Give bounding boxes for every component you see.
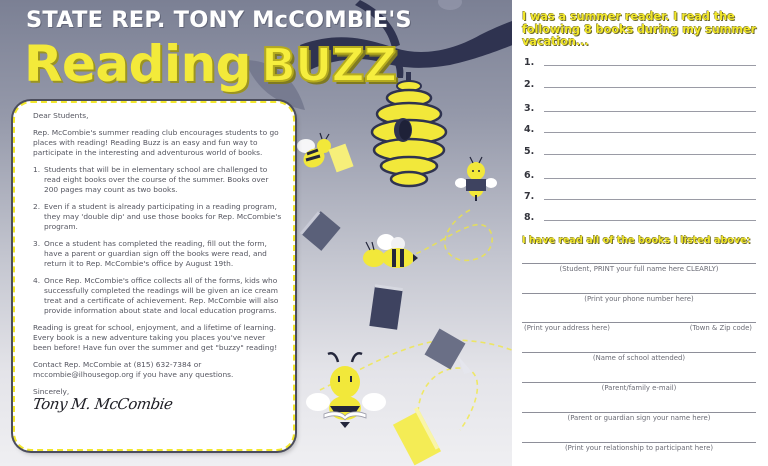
field-line[interactable] — [522, 263, 756, 264]
letter-closing-paragraph: Reading is great for school, enjoyment, and a lifetime of learning. Every book is a new adventure taking you places you've never been before! Have fun over the summer and get "buzzy" reading! — [33, 323, 278, 352]
book-icon — [300, 210, 342, 252]
reading-log-form — [512, 0, 768, 466]
book-entry-7[interactable] — [524, 191, 756, 205]
rules-list — [33, 165, 284, 316]
title-sponsor: STATE REP. TONY McCOMBIE'S — [26, 7, 412, 33]
book-title-line[interactable] — [544, 220, 756, 221]
bee-carrying-book-icon — [296, 128, 358, 183]
book-number: 1. — [524, 57, 535, 68]
address-field[interactable] — [522, 322, 756, 336]
beehive-icon — [368, 72, 450, 194]
rule-text: Once Rep. McCombie's office collects all of the forms, kids who successfully completed the readings will be given an ice cream treat and a certificate of achievement. Rep. McCombie will also provide information about state and local education programs. — [44, 276, 279, 315]
rule-item — [33, 165, 284, 195]
rule-text: Once a student has completed the reading, fill out the form, have a parent or guardian sign off the books were read, and return it to Rep. McCombie's office by August 19th. — [44, 239, 267, 268]
field-label: (Parent/family e-mail) — [601, 384, 677, 392]
field-label: (Name of school attended) — [592, 354, 686, 362]
rule-number: 1. — [33, 165, 41, 174]
book-title-line[interactable] — [544, 154, 756, 155]
relationship-field[interactable] — [522, 442, 756, 456]
book-entry-1[interactable] — [524, 57, 756, 71]
book-number: 7. — [524, 191, 535, 202]
certify-heading: I have read all of the books I listed above: — [522, 235, 751, 246]
field-label: (Student, PRINT your full name here CLEARLY) — [559, 265, 719, 273]
field-line[interactable] — [522, 322, 756, 323]
title-buzz: BUZZ — [260, 38, 397, 92]
book-number: 3. — [524, 103, 535, 114]
book-title-line[interactable] — [544, 65, 756, 66]
field-label: (Print your relationship to participant here) — [564, 444, 714, 452]
title-reading: Reading — [24, 35, 251, 93]
field-line[interactable] — [522, 442, 756, 443]
field-label: (Parent or guardian sign your name here) — [567, 414, 711, 422]
field-line[interactable] — [522, 382, 756, 383]
letter-intro: Rep. McCombie's summer reading club encourages students to go places with reading! Reading Buzz is an easy and fun way to participate in the interesting and adventurous world of books. — [33, 128, 279, 157]
email-field[interactable] — [522, 382, 756, 396]
book-entry-3[interactable] — [524, 103, 756, 117]
letter-sign-off: Sincerely, — [33, 387, 70, 396]
book-number: 4. — [524, 124, 535, 135]
book-title-line[interactable] — [544, 178, 756, 179]
field-label-address: (Print your address here) — [524, 324, 610, 332]
book-number: 2. — [524, 79, 535, 90]
book-title-line[interactable] — [544, 199, 756, 200]
rule-number: 3. — [33, 239, 41, 248]
student-name-field[interactable] — [522, 263, 756, 277]
school-field[interactable] — [522, 352, 756, 366]
book-title-line[interactable] — [544, 132, 756, 133]
book-entry-4[interactable] — [524, 124, 756, 138]
rule-item — [33, 276, 284, 316]
letter-contact: Contact Rep. McCombie at (815) 632-7384 or mccombie@ilhousegop.org if you have any questions. — [33, 360, 234, 379]
book-entry-6[interactable] — [524, 170, 756, 184]
field-label: (Print your phone number here) — [584, 295, 694, 303]
book-title-line[interactable] — [544, 87, 756, 88]
title-program — [24, 35, 396, 93]
rule-item — [33, 202, 284, 232]
letter-greeting: Dear Students, — [33, 111, 89, 120]
rule-number: 4. — [33, 276, 41, 285]
rule-text: Students that will be in elementary school are challenged to read eight books over the course of the summer. Books over 200 pages may count as two books. — [44, 165, 269, 194]
phone-field[interactable] — [522, 293, 756, 307]
books-heading: I was a summer reader. I read the following 8 books during my summer vacation... — [522, 10, 757, 48]
book-entry-8[interactable] — [524, 212, 756, 226]
signature: Tony M. McCombie — [31, 395, 174, 413]
field-line[interactable] — [522, 412, 756, 413]
book-title-line[interactable] — [544, 111, 756, 112]
field-line[interactable] — [522, 293, 756, 294]
letter-card — [13, 101, 295, 451]
rule-text: Even if a student is already participating in a reading program, they may 'double dip' and use those books for Rep. McCombie's program. — [44, 202, 282, 231]
book-entry-2[interactable] — [524, 79, 756, 93]
rule-item — [33, 239, 284, 269]
field-line[interactable] — [522, 352, 756, 353]
book-number: 6. — [524, 170, 535, 181]
book-number: 8. — [524, 212, 535, 223]
bee-reading-book-icon — [455, 155, 497, 203]
field-label-town-zip: (Town & Zip code) — [689, 324, 752, 332]
open-book-icon — [422, 328, 478, 378]
book-number: 5. — [524, 146, 535, 157]
yellow-book-icon — [392, 405, 456, 466]
book-entry-5[interactable] — [524, 146, 756, 160]
bee-flying-with-book-icon — [358, 232, 420, 334]
rule-number: 2. — [33, 202, 41, 211]
bee-reading-icon — [306, 350, 386, 430]
guardian-signature-field[interactable] — [522, 412, 756, 426]
